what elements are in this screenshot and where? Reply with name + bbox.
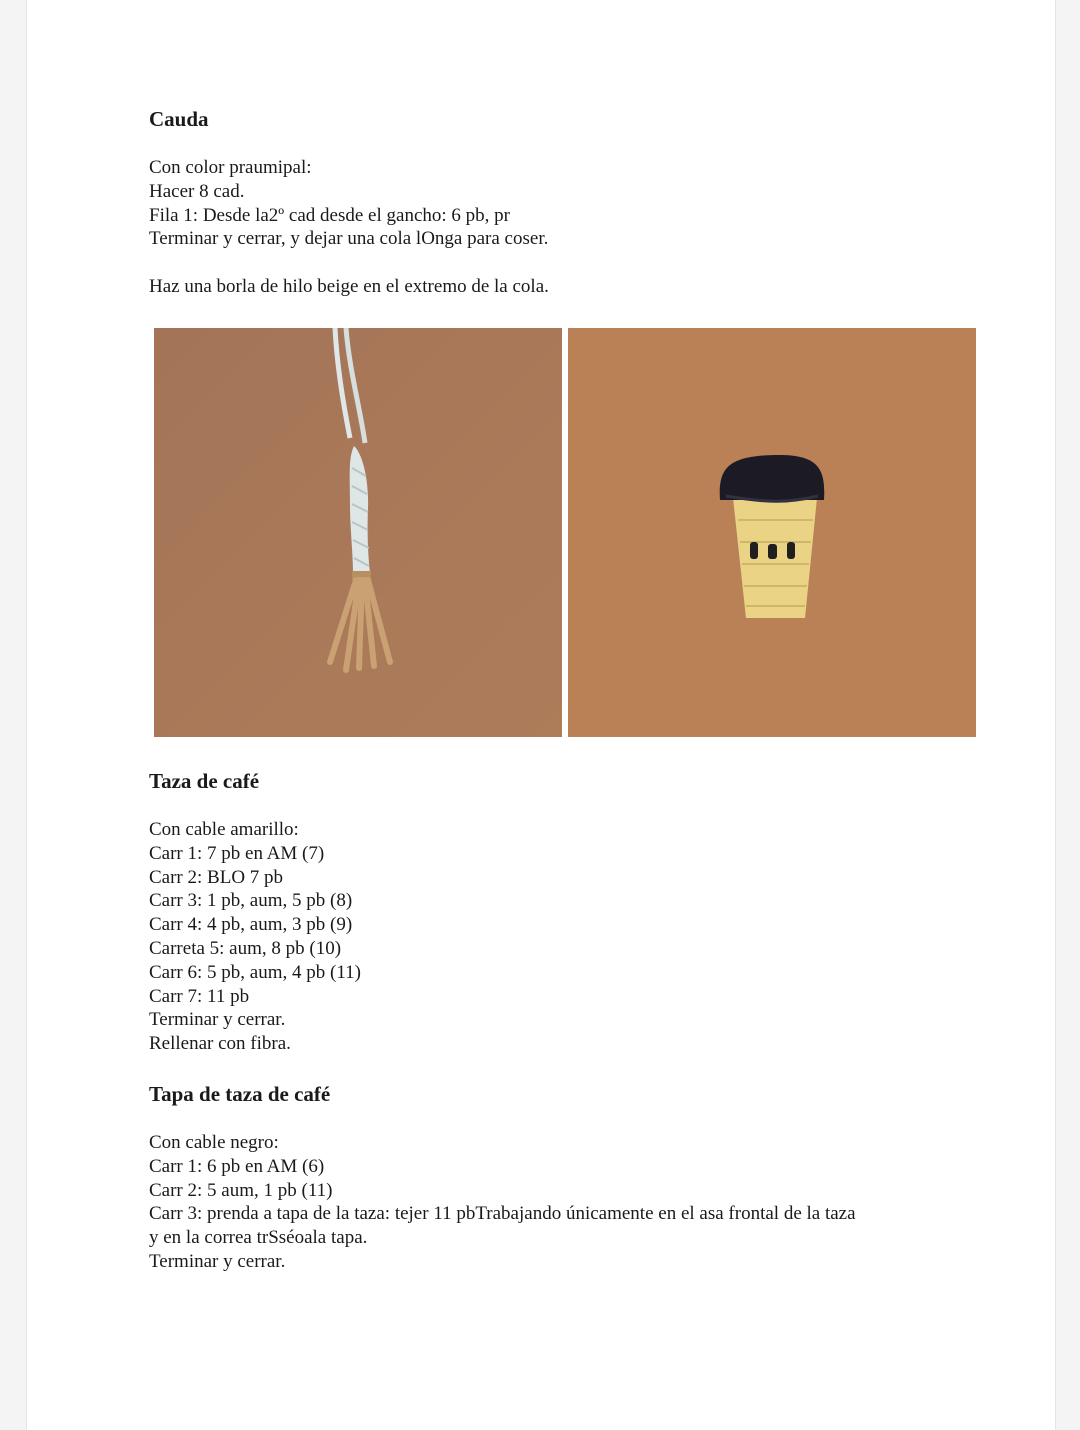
instruction-line: Carr 3: 1 pb, aum, 5 pb (8) — [149, 890, 353, 912]
instruction-line: Con cable amarillo: — [149, 819, 299, 840]
instruction-line: Con cable negro: — [149, 1132, 279, 1153]
cauda-note: Haz una borla de hilo beige en el extremo de la cola. — [149, 276, 549, 297]
instruction-line: Carr 3: prenda a tapa de la taza: tejer 11 pbTrabajando únicamente en el asa frontal de la taza — [149, 1203, 856, 1225]
instruction-line: Rellenar con fibra. — [149, 1033, 291, 1055]
instruction-line: Carr 7: 11 pb — [149, 985, 250, 1007]
instruction-line: Carr 4: 4 pb, aum, 3 pb (9) — [149, 914, 353, 936]
crochet-tail-icon — [154, 328, 562, 737]
instruction-line: Carr 1: 6 pb en AM (6) — [149, 1155, 325, 1177]
crochet-tail-photo — [154, 328, 562, 737]
coffee-cup-icon — [568, 328, 976, 737]
instruction-line: Carreta 5: aum, 8 pb (10) — [149, 937, 342, 959]
instruction-line: Terminar y cerrar, y dejar una cola lOnga para coser. — [149, 228, 549, 250]
section-title-tapa: Tapa de taza de café — [149, 1082, 331, 1106]
tapa-instructions — [149, 1131, 856, 1274]
document-page — [26, 0, 1056, 1430]
instruction-line: Carr 6: 5 pb, aum, 4 pb (11) — [149, 961, 361, 983]
cauda-instructions — [149, 156, 548, 251]
instruction-line: Carr 1: 7 pb en AM (7) — [149, 842, 325, 864]
photo-row — [154, 328, 976, 738]
taza-instructions — [149, 818, 361, 1056]
instruction-line: Terminar y cerrar. — [149, 1009, 286, 1031]
instruction-line: y en la correa trSséoala tapa. — [149, 1227, 368, 1249]
instruction-line: Con color praumipal: — [149, 157, 312, 178]
instruction-line: Carr 2: BLO 7 pb — [149, 866, 284, 888]
instruction-line: Hacer 8 cad. — [149, 180, 245, 202]
instruction-line: Fila 1: Desde la2º cad desde el gancho: 6 pb, pr — [149, 204, 510, 226]
instruction-line: Terminar y cerrar. — [149, 1250, 286, 1272]
instruction-line: Carr 2: 5 aum, 1 pb (11) — [149, 1179, 333, 1201]
section-title-cauda: Cauda — [149, 107, 209, 131]
section-title-taza: Taza de café — [149, 769, 260, 793]
crochet-coffee-cup-photo — [568, 328, 976, 737]
